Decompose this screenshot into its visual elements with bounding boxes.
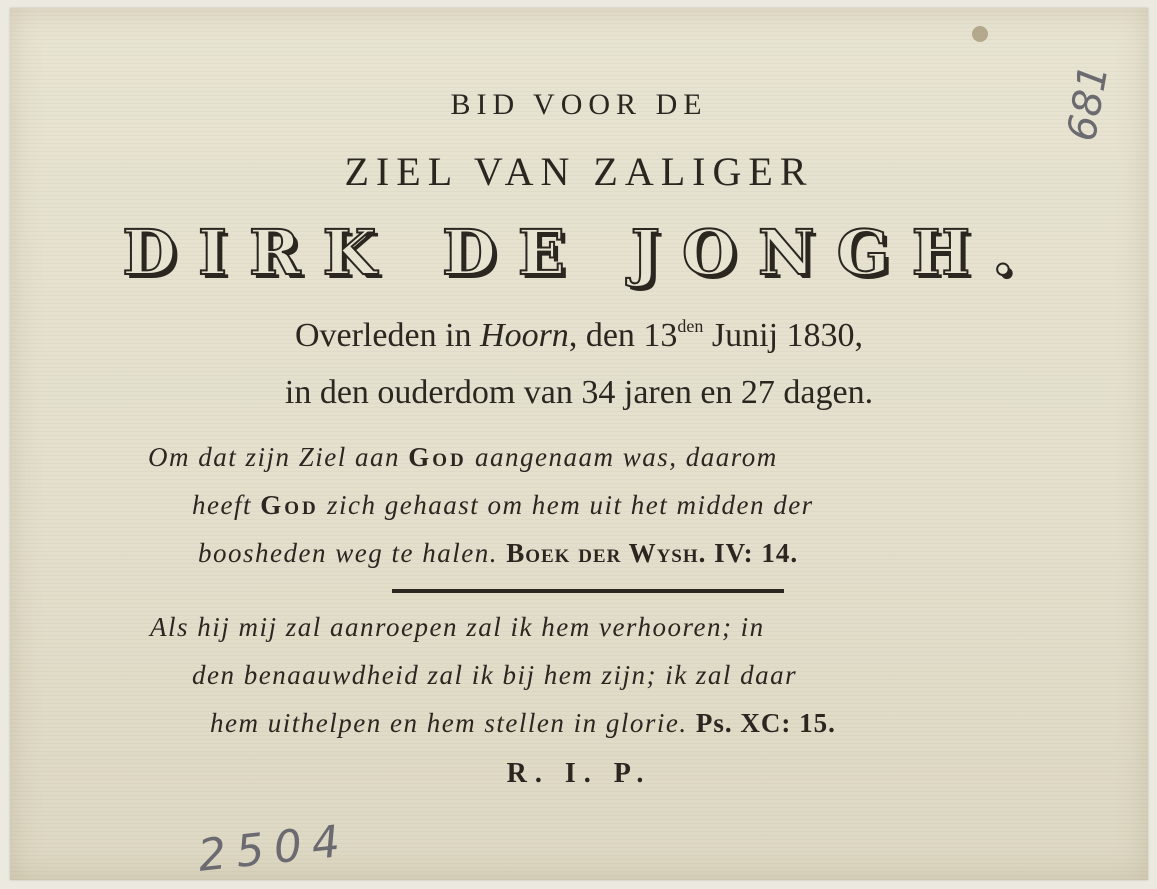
quote1-b-god: God (260, 490, 319, 520)
quote1-c-text: boosheden weg te halen. (198, 538, 507, 568)
quote1-b-pre: heeft (192, 490, 261, 520)
handwritten-bottom-number: 2504 (195, 815, 353, 882)
heading-pray-for: BID VOOR DE (450, 88, 708, 121)
quote1-a-god: God (408, 442, 467, 472)
quote1-line2 (192, 490, 814, 521)
rip-text: R. I. P. (506, 758, 652, 789)
deceased-name: DIRK DE JONGH. (122, 216, 1036, 289)
death-middle: , den 13 (568, 317, 678, 354)
quote2-line3 (210, 708, 836, 739)
quote2-c-text: hem uithelpen en hem stellen in glorie. (210, 708, 696, 738)
age-line: in den ouderdom van 34 jaren en 27 dagen. (284, 374, 874, 411)
quote1-line1 (148, 442, 778, 473)
heading-soul-of: ZIEL VAN ZALIGER (344, 149, 814, 194)
memorial-card (10, 8, 1148, 880)
quote1-a-post: aangenaam was, daarom (466, 442, 778, 472)
death-place: Hoorn (480, 317, 569, 354)
death-suffix: Junij 1830, (703, 317, 864, 354)
death-line (10, 316, 1148, 355)
quote1-line3 (198, 538, 798, 569)
quote2-reference: Ps. XC: 15. (695, 708, 836, 738)
quote1-b-post: zich gehaast om hem uit het midden der (318, 490, 814, 520)
quote1-reference: Boek der Wysh. IV: 14. (506, 538, 799, 568)
death-prefix: Overleden in (294, 317, 481, 354)
stain-spot (972, 26, 988, 42)
quote2-line1: Als hij mij zal aanroepen zal ik hem verhooren; in (150, 612, 765, 642)
handwritten-corner-number: 681 (1058, 61, 1118, 145)
divider-rule (392, 589, 784, 593)
death-sup: den (677, 316, 704, 336)
quote1-a-pre: Om dat zijn Ziel aan (148, 442, 409, 472)
quote2-line2: den benaauwdheid zal ik bij hem zijn; ik zal daar (192, 660, 798, 690)
